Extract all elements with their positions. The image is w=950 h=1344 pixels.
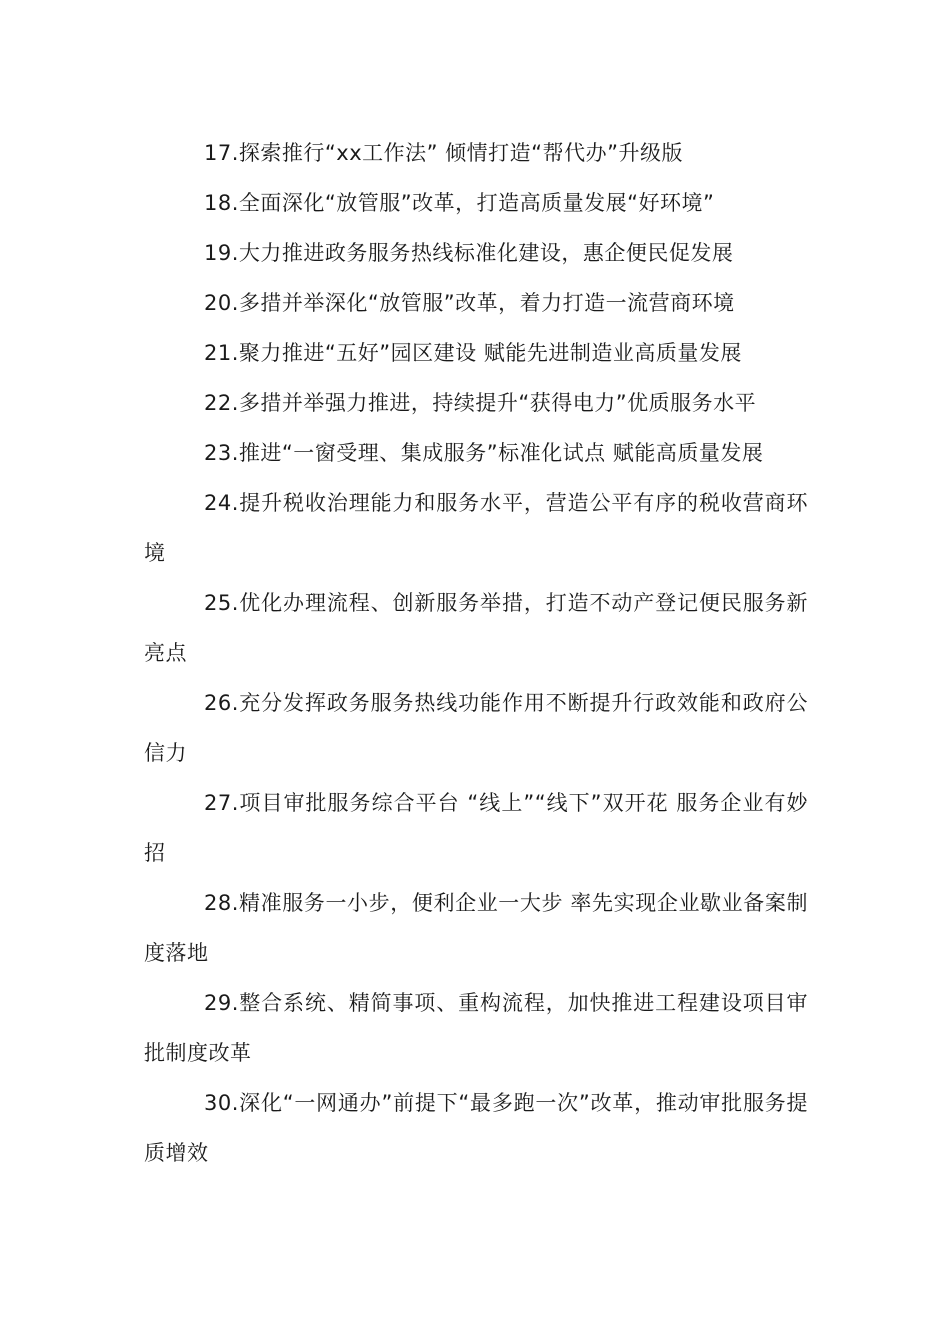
list-item: 18.全面深化“放管服”改革，打造高质量发展“好环境” (204, 191, 715, 215)
list-item: 23.推进“一窗受理、集成服务”标准化试点 赋能高质量发展 (204, 441, 764, 465)
list-item: 17.探索推行“xx工作法” 倾情打造“帮代办”升级版 (204, 141, 683, 165)
list-item: 30.深化“一网通办”前提下“最多跑一次”改革，推动审批服务提质增效 (144, 1091, 808, 1165)
list-item: 24.提升税收治理能力和服务水平，营造公平有序的税收营商环境 (144, 491, 808, 565)
list-item: 21.聚力推进“五好”园区建设 赋能先进制造业高质量发展 (204, 341, 742, 365)
list-item: 19.大力推进政务服务热线标准化建设，惠企便民促发展 (204, 241, 734, 265)
list-item: 20.多措并举深化“放管服”改革，着力打造一流营商环境 (204, 291, 735, 315)
list-item: 26.充分发挥政务服务热线功能作用不断提升行政效能和政府公信力 (144, 691, 808, 765)
list-item: 25.优化办理流程、创新服务举措，打造不动产登记便民服务新亮点 (144, 591, 808, 665)
list-item: 28.精准服务一小步，便利企业一大步 率先实现企业歇业备案制度落地 (144, 891, 808, 965)
list-item: 22.多措并举强力推进，持续提升“获得电力”优质服务水平 (204, 391, 757, 415)
title-list (144, 128, 808, 1178)
list-item: 27.项目审批服务综合平台 “线上”“线下”双开花 服务企业有妙招 (144, 791, 808, 865)
list-item: 29.整合系统、精简事项、重构流程，加快推进工程建设项目审批制度改革 (144, 991, 808, 1065)
